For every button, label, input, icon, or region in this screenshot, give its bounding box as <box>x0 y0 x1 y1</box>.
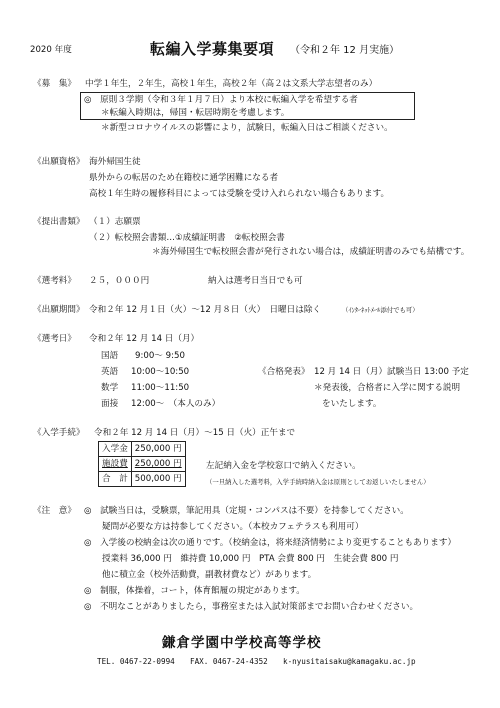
exam-subject: 面接 <box>101 399 119 409</box>
period-text: 令和２年 12 月１日（火）～12 月８日（火） 日曜日は除く <box>89 305 322 315</box>
admission-text: 令和２年 12 月 14 日（月）～15 日（火）正午まで <box>94 428 296 438</box>
fiscal-year: 2020 年度 <box>30 45 72 55</box>
note-line: ◎ 試験当日は，受験票，筆記用具（定規・コンパスは不要）を持参してください。 <box>84 506 409 516</box>
admission-label: 《入学手続》 <box>33 428 85 438</box>
note-line: 他に積立金（校外活動費，副教材費など）があります。 <box>102 570 317 580</box>
fee-amount: 250,000 円 <box>131 457 185 472</box>
fee-label: 《選考料》 <box>33 276 76 286</box>
fee-name: 施設費 <box>99 457 132 472</box>
note-line: ◎ 制服，体操着，コート，体育館履の規定があります。 <box>84 586 305 596</box>
fee-amount: 250,000 円 <box>131 442 185 457</box>
exam-label: 《選考日》 <box>33 334 76 344</box>
table-row <box>99 457 186 472</box>
school-name: 鎌倉学園中学校高等学校 <box>162 635 322 651</box>
exam-subject: 国語 <box>101 351 119 361</box>
page-title: 転編入学募集要項 <box>150 40 275 58</box>
exam-subject-time: 9:00～ 9:50 <box>135 351 185 361</box>
documents-line2: （２）転校照会書類…①成績証明書 ②転校照会書 <box>89 233 285 243</box>
result-note2: をいたします。 <box>322 399 382 409</box>
eligibility-line1: 海外帰国生徒 <box>89 157 141 167</box>
footer-tel: TEL. 0467-22-0994 <box>97 657 175 666</box>
note-line: ◎ 入学後の校納金は次の通りです。（校納金は，将来経済情勢により変更することもあります） <box>84 538 457 548</box>
admission-note1: 左記納入金を学校窓口で納入ください。 <box>206 461 361 471</box>
notes-label: 《注 意》 <box>33 506 76 516</box>
fee-amount: 500,000 円 <box>131 472 185 487</box>
note-line: 疑問が必要な方は持参してください。（本校カフェテラスも利用可） <box>102 522 364 532</box>
exam-subject-time: 12:00～ （本人のみ） <box>131 399 221 409</box>
page-subtitle: （令和２年 12 月実施） <box>290 45 400 56</box>
admission-note2: （一旦納入した選考料，入学手続時納入金は原則としてお返しいたしません） <box>206 478 430 486</box>
result-label: 《合格発表》 <box>258 367 310 377</box>
documents-label: 《提出書類》 <box>33 217 85 227</box>
recruit-label: 《募 集》 <box>33 79 76 89</box>
footer-fax: FAX. 0467-24-4352 <box>190 657 268 666</box>
table-row <box>99 442 186 457</box>
eligibility-label: 《出願資格》 <box>33 157 85 167</box>
eligibility-line3: 高校１年生時の履修科目によっては受験を受け入れられない場合もあります。 <box>89 189 390 199</box>
documents-line3: ＊海外帰国生で転校照会書が発行されない場合は，成績証明書のみでも結構です。 <box>152 247 470 257</box>
exam-date: 令和２年 12 月 14 日（月） <box>89 334 200 344</box>
note-line: ◎ 不明なことがありましたら，事務室または入試対策部までお問い合わせください。 <box>84 602 419 612</box>
recruit-line2: ◎ 原則３学期（令和３年１月７日）より本校に転編入学を希望する者 <box>84 95 358 105</box>
exam-subject-time: 10:00～10:50 <box>131 367 190 377</box>
table-row <box>99 472 186 487</box>
recruit-line1: 中学１年生，２年生，高校１年生，高校２年（高２は文系大学志望者のみ） <box>85 79 378 89</box>
period-label: 《出願期間》 <box>33 305 85 315</box>
recruit-line4: ＊新型コロナウイルスの影響により，試験日，転編入日はご相談ください。 <box>101 123 393 133</box>
fee-amount: ２５，０００円 <box>89 276 150 286</box>
exam-subject-time: 11:00～11:50 <box>131 383 190 393</box>
result-note1: ＊発表後，合格者に入学に関する説明 <box>314 383 461 393</box>
footer-email[interactable]: k-nyusitaisaku@kamagaku.ac.jp <box>283 657 416 666</box>
documents-line1: （１）志願票 <box>89 217 141 227</box>
exam-subject: 英語 <box>101 367 119 377</box>
period-note: （ｲﾝﾀｰﾈｯﾄﾒｰﾙ添付でも可） <box>342 306 419 314</box>
eligibility-line2: 県外からの転居のため在籍校に通学困難になる者 <box>89 173 279 183</box>
recruit-line3: ＊転編入時期は，帰国・転居時期を考慮します。 <box>101 108 290 118</box>
exam-subject: 数学 <box>101 383 119 393</box>
fee-name: 入学金 <box>99 442 132 457</box>
result-text: 12 月 14 日（月）試験当日 13:00 予定 <box>314 367 469 377</box>
admission-fee-table <box>98 441 186 487</box>
fee-note: 納入は選考日当日でも可 <box>208 276 303 286</box>
fee-name: 合 計 <box>99 472 132 487</box>
note-line: 授業料 36,000 円 維持費 10,000 円 PTA 会費 800 円 生徒会費 800 円 <box>102 554 399 564</box>
